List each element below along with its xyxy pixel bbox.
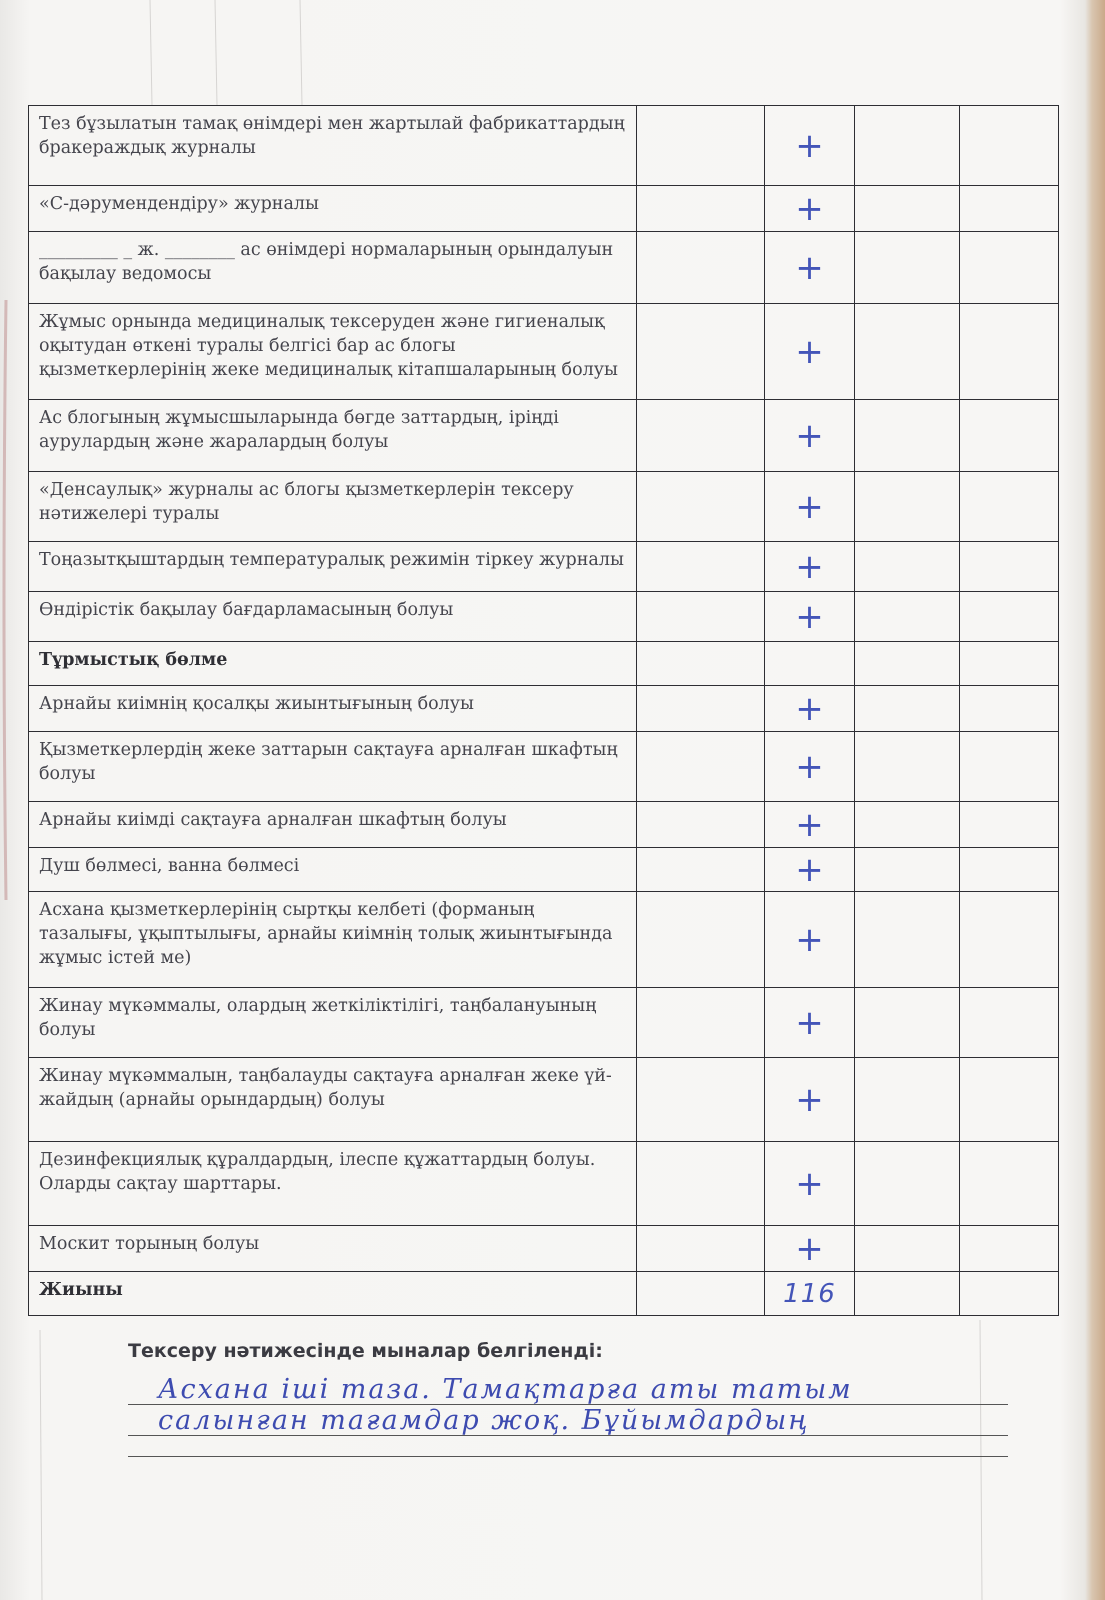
- row-cell-blank: [960, 1226, 1059, 1272]
- table-row: [29, 304, 1059, 400]
- row-title: Жинау мүкәммалы, олардың жеткіліктілігі, таңбалануының болуы: [29, 988, 637, 1058]
- inspection-checklist-table: [28, 105, 1059, 1316]
- row-cell-blank: [637, 988, 765, 1058]
- table-row: [29, 1058, 1059, 1142]
- table-row: [29, 848, 1059, 892]
- row-cell-blank: [855, 106, 960, 186]
- inspection-findings: [128, 1340, 1008, 1457]
- row-handwritten-mark: +: [765, 892, 855, 988]
- row-cell-blank: [960, 1272, 1059, 1316]
- findings-handwritten-line-1: Асхана іші таза. Тамақтарға аты татым: [128, 1376, 1008, 1405]
- row-cell-blank: [855, 1226, 960, 1272]
- row-handwritten-mark: +: [765, 848, 855, 892]
- row-cell-blank: [637, 542, 765, 592]
- row-title: Жинау мүкәммалын, таңбалауды сақтауға арналған жеке үй-жайдың (арнайы орындардың) болуы: [29, 1058, 637, 1142]
- row-cell-blank: [960, 472, 1059, 542]
- row-handwritten-mark: +: [765, 1226, 855, 1272]
- row-cell-blank: [637, 642, 765, 686]
- section-row: [29, 642, 1059, 686]
- table-row: [29, 400, 1059, 472]
- row-cell-blank: [855, 988, 960, 1058]
- row-title: Арнайы киімді сақтауға арналған шкафтың болуы: [29, 802, 637, 848]
- row-cell-blank: [960, 304, 1059, 400]
- row-cell-blank: [637, 1142, 765, 1226]
- row-title: Арнайы киімнің қосалқы жиынтығының болуы: [29, 686, 637, 732]
- findings-handwritten-line-2: салынған тағамдар жоқ. Бұйымдардың: [128, 1407, 1008, 1436]
- row-cell-blank: [960, 848, 1059, 892]
- row-title: «Денсаулық» журналы ас блогы қызметкерлерін тексеру нәтижелері туралы: [29, 472, 637, 542]
- row-handwritten-mark: +: [765, 1058, 855, 1142]
- row-cell-blank: [855, 802, 960, 848]
- row-cell-blank: [637, 472, 765, 542]
- row-cell-blank: [855, 1058, 960, 1142]
- row-cell-blank: [960, 106, 1059, 186]
- row-cell-blank: [960, 892, 1059, 988]
- table-row: [29, 1226, 1059, 1272]
- row-cell-blank: [637, 232, 765, 304]
- row-cell-blank: [960, 642, 1059, 686]
- row-cell-blank: [960, 732, 1059, 802]
- row-cell-blank: [855, 304, 960, 400]
- row-cell-blank: [960, 802, 1059, 848]
- row-title: Дезинфекциялық құралдардың, ілеспе құжаттардың болуы. Оларды сақтау шарттары.: [29, 1142, 637, 1226]
- row-title: Душ бөлмесі, ванна бөлмесі: [29, 848, 637, 892]
- row-cell-blank: [637, 186, 765, 232]
- row-cell-blank: [637, 686, 765, 732]
- row-handwritten-mark: +: [765, 686, 855, 732]
- row-handwritten-mark: +: [765, 988, 855, 1058]
- row-title: Жұмыс орнында медициналық тексеруден және гигиеналық оқытудан өткені туралы белгісі бар ас блогы қызметкерлерінің жеке медициналық кітапшаларының болуы: [29, 304, 637, 400]
- row-handwritten-mark: +: [765, 1142, 855, 1226]
- row-handwritten-mark: +: [765, 186, 855, 232]
- row-cell-blank: [960, 686, 1059, 732]
- row-title: Тоңазытқыштардың температуралық режимін тіркеу журналы: [29, 542, 637, 592]
- row-title: Қызметкерлердің жеке заттарын сақтауға арналған шкафтың болуы: [29, 732, 637, 802]
- row-title: Тұрмыстық бөлме: [29, 642, 637, 686]
- row-handwritten-mark: +: [765, 542, 855, 592]
- row-cell-blank: [855, 186, 960, 232]
- row-cell-blank: [637, 1058, 765, 1142]
- row-cell-blank: [960, 988, 1059, 1058]
- row-cell-blank: [855, 848, 960, 892]
- row-handwritten-mark: +: [765, 592, 855, 642]
- row-cell-blank: [855, 1142, 960, 1226]
- row-cell-blank: [855, 542, 960, 592]
- row-title: Жиыны: [29, 1272, 637, 1316]
- table-row: [29, 472, 1059, 542]
- table-row: [29, 988, 1059, 1058]
- row-handwritten-mark: +: [765, 400, 855, 472]
- row-cell-blank: [960, 186, 1059, 232]
- findings-heading: Тексеру нәтижесінде мыналар белгіленді:: [128, 1340, 603, 1362]
- total-score: 116: [765, 1272, 855, 1316]
- total-row: [29, 1272, 1059, 1316]
- row-title: Москит торының болуы: [29, 1226, 637, 1272]
- row-handwritten-mark: +: [765, 472, 855, 542]
- row-handwritten-mark: +: [765, 232, 855, 304]
- table-row: [29, 802, 1059, 848]
- row-handwritten-mark: +: [765, 106, 855, 186]
- row-cell-blank: [960, 592, 1059, 642]
- row-title: Тез бұзылатын тамақ өнімдері мен жартылай фабрикаттардың бракераждық журналы: [29, 106, 637, 186]
- row-cell-blank: [855, 642, 960, 686]
- table-row: [29, 106, 1059, 186]
- table-row: [29, 892, 1059, 988]
- row-handwritten-mark: [765, 642, 855, 686]
- row-title: _________ _ ж. ________ ас өнімдері нормаларының орындалуын бақылау ведомосы: [29, 232, 637, 304]
- row-title: «С-дәрумендендіру» журналы: [29, 186, 637, 232]
- row-cell-blank: [855, 472, 960, 542]
- row-handwritten-mark: +: [765, 732, 855, 802]
- row-cell-blank: [637, 592, 765, 642]
- row-cell-blank: [637, 892, 765, 988]
- table-row: [29, 232, 1059, 304]
- row-cell-blank: [855, 732, 960, 802]
- row-cell-blank: [855, 592, 960, 642]
- row-cell-blank: [637, 1226, 765, 1272]
- row-cell-blank: [637, 106, 765, 186]
- row-handwritten-mark: +: [765, 802, 855, 848]
- table-row: [29, 542, 1059, 592]
- table-row: [29, 686, 1059, 732]
- row-title: Ас блогының жұмысшыларында бөгде заттардың, іріңді аурулардың және жаралардың болуы: [29, 400, 637, 472]
- table-row: [29, 186, 1059, 232]
- row-cell-blank: [637, 304, 765, 400]
- row-cell-blank: [637, 732, 765, 802]
- row-cell-blank: [637, 848, 765, 892]
- row-cell-blank: [960, 542, 1059, 592]
- row-cell-blank: [960, 1058, 1059, 1142]
- table-row: [29, 1142, 1059, 1226]
- row-cell-blank: [855, 1272, 960, 1316]
- row-title: Асхана қызметкерлерінің сыртқы келбеті (форманың тазалығы, ұқыптылығы, арнайы киімнің толық жиынтығында жұмыс істей ме): [29, 892, 637, 988]
- row-cell-blank: [637, 802, 765, 848]
- row-title: Өндірістік бақылау бағдарламасының болуы: [29, 592, 637, 642]
- row-cell-blank: [855, 400, 960, 472]
- row-cell-blank: [855, 892, 960, 988]
- row-cell-blank: [637, 400, 765, 472]
- table-row: [29, 732, 1059, 802]
- row-cell-blank: [960, 232, 1059, 304]
- table-row: [29, 592, 1059, 642]
- row-cell-blank: [637, 1272, 765, 1316]
- row-cell-blank: [855, 686, 960, 732]
- row-handwritten-mark: +: [765, 304, 855, 400]
- row-cell-blank: [960, 400, 1059, 472]
- row-cell-blank: [960, 1142, 1059, 1226]
- row-cell-blank: [855, 232, 960, 304]
- findings-blank-line: [128, 1436, 1008, 1457]
